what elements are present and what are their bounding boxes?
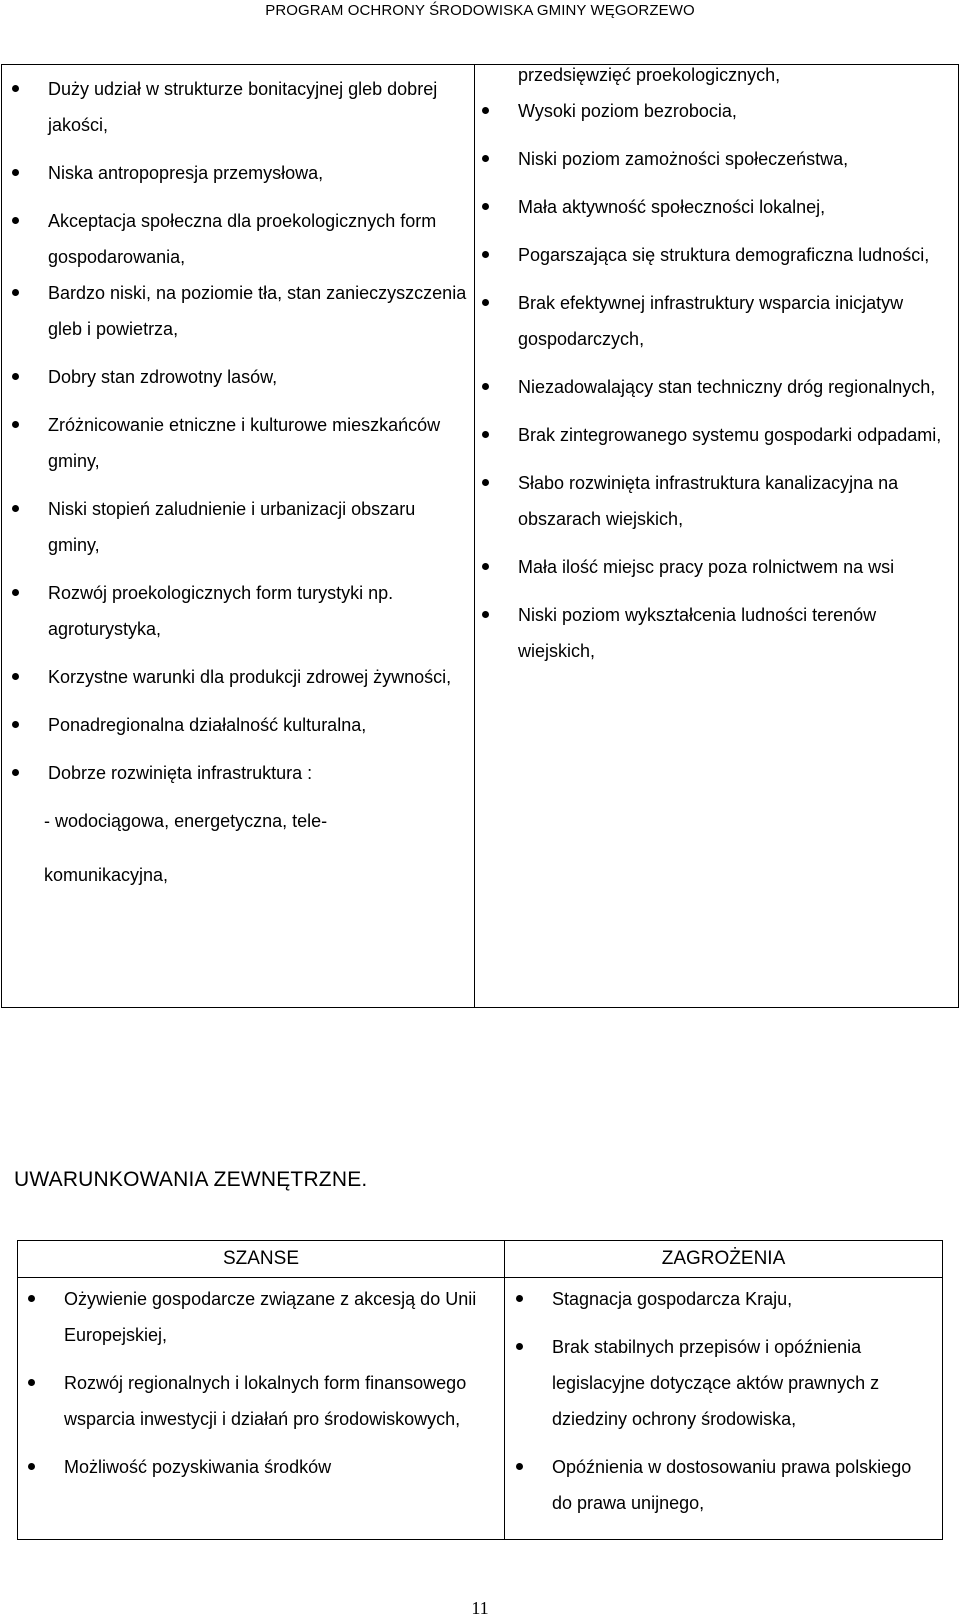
list-item: Mała aktywność społeczności lokalnej, (482, 189, 952, 225)
list-item: Możliwość pozyskiwania środków (28, 1449, 498, 1485)
list-item: Bardzo niski, na poziomie tła, stan zanieczyszczenia gleb i powietrza, (12, 275, 467, 347)
bullet-icon (482, 383, 489, 390)
bullet-icon (12, 589, 19, 596)
list-item: Niski stopień zaludnienie i urbanizacji obszaru gminy, (12, 491, 467, 563)
bullet-icon (12, 85, 19, 92)
list-item: Ożywienie gospodarcze związane z akcesją do Unii Europejskiej, (28, 1281, 498, 1353)
bullet-icon (12, 217, 19, 224)
weaknesses-column (482, 65, 952, 681)
bullet-icon (482, 155, 489, 162)
strengths-column (12, 65, 467, 893)
bullet-icon (12, 373, 19, 380)
column-divider (474, 65, 475, 1007)
infrastructure-note: - wodociągowa, energetyczna, tele- komunikacyjna, (44, 811, 328, 885)
list-item: Słabo rozwinięta infrastruktura kanalizacyjna na obszarach wiejskich, (482, 465, 952, 537)
bullet-icon (12, 289, 19, 296)
bullet-icon (12, 505, 19, 512)
list-item: Pogarszająca się struktura demograficzna ludności, (482, 237, 952, 273)
list-item: Stagnacja gospodarcza Kraju, (516, 1281, 936, 1317)
bullet-icon (28, 1463, 35, 1470)
list-item: Opóźnienia w dostosowaniu prawa polskiego do prawa unijnego, (516, 1449, 936, 1521)
page-number: 11 (471, 1598, 489, 1618)
bullet-icon (516, 1463, 523, 1470)
bullet-icon (12, 169, 19, 176)
list-item: Dobrze rozwinięta infrastruktura : (12, 755, 467, 791)
bullet-icon (482, 431, 489, 438)
list-item: Niska antropopresja przemysłowa, (12, 155, 467, 191)
list-item: Dobry stan zdrowotny lasów, (12, 359, 467, 395)
bullet-icon (12, 721, 19, 728)
bullet-icon (12, 769, 19, 776)
bullet-icon (482, 107, 489, 114)
list-item: Wysoki poziom bezrobocia, (482, 93, 952, 129)
threats-column (516, 1281, 936, 1521)
list-item: Akceptacja społeczna dla proekologicznych form gospodarowania, (12, 203, 467, 275)
opportunities-header: SZANSE (222, 1248, 300, 1269)
continued-text: przedsięwzięć proekologicznych, (518, 65, 781, 85)
list-item: Niski poziom wykształcenia ludności terenów wiejskich, (482, 597, 952, 669)
list-item: Ponadregionalna działalność kulturalna, (12, 707, 467, 743)
list-item: Korzystne warunki dla produkcji zdrowej żywności, (12, 659, 467, 695)
list-item: Niezadowalający stan techniczny dróg regionalnych, (482, 369, 952, 405)
section-title: UWARUNKOWANIA ZEWNĘTRZNE. (14, 1168, 368, 1191)
list-item: Brak efektywnej infrastruktury wsparcia inicjatyw gospodarczych, (482, 285, 952, 357)
list-item: Brak stabilnych przepisów i opóźnienia legislacyjne dotyczące aktów prawnych z dziedziny ochrony środowiska, (516, 1329, 936, 1437)
list-item: Brak zintegrowanego systemu gospodarki odpadami, (482, 417, 952, 453)
bullet-icon (12, 673, 19, 680)
bullet-icon (482, 299, 489, 306)
bullet-icon (516, 1343, 523, 1350)
opportunities-threats-table (17, 1240, 943, 1540)
list-item: Niski poziom zamożności społeczeństwa, (482, 141, 952, 177)
bullet-icon (482, 479, 489, 486)
bullet-icon (482, 203, 489, 210)
header-divider (18, 1277, 942, 1278)
bullet-icon (28, 1295, 35, 1302)
column-divider (504, 1241, 505, 1539)
page-header: PROGRAM OCHRONY ŚRODOWISKA GMINY WĘGORZEWO (265, 2, 695, 19)
bullet-icon (482, 251, 489, 258)
list-item: Zróżnicowanie etniczne i kulturowe mieszkańców gminy, (12, 407, 467, 479)
threats-header: ZAGROŻENIA (661, 1248, 786, 1269)
bullet-icon (12, 421, 19, 428)
bullet-icon (482, 611, 489, 618)
list-item: Mała ilość miejsc pracy poza rolnictwem na wsi (482, 549, 952, 585)
list-item: Duży udział w strukturze bonitacyjnej gleb dobrej jakości, (12, 71, 467, 143)
bullet-icon (516, 1295, 523, 1302)
list-item: Rozwój regionalnych i lokalnych form finansowego wsparcia inwestycji i działań pro środowiskowych, (28, 1365, 498, 1437)
strengths-weaknesses-table (1, 64, 959, 1008)
bullet-icon (482, 563, 489, 570)
opportunities-column (28, 1281, 498, 1485)
list-item: Rozwój proekologicznych form turystyki np. agroturystyka, (12, 575, 467, 647)
bullet-icon (28, 1379, 35, 1386)
